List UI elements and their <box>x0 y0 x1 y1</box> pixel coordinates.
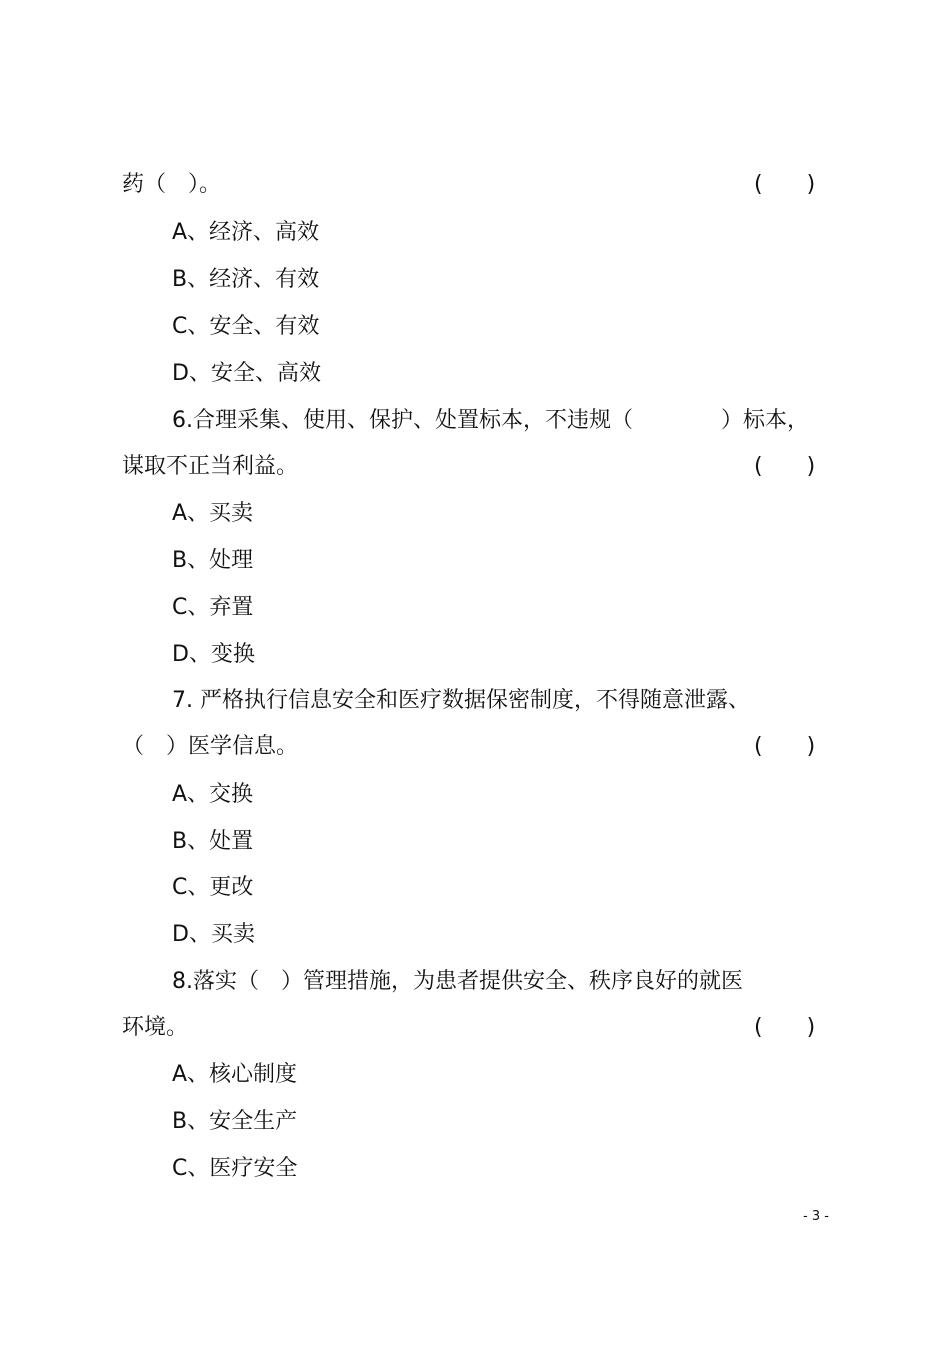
q8-option-c: C、医疗安全 <box>172 1156 298 1181</box>
question-8-text: 8.落实（ ）管理措施，为患者提供安全、秩序良好的就医 <box>172 969 743 994</box>
answer-bracket-q7: ( ) <box>754 734 816 759</box>
question-8-continuation: 环境。 <box>122 1015 189 1040</box>
question-5-continuation: 药（ ）。 <box>122 172 222 197</box>
q7-option-a: A、交换 <box>172 782 254 807</box>
q7-option-b: B、处置 <box>172 829 254 854</box>
question-6-continuation: 谋取不正当利益。 <box>122 454 299 479</box>
q5-option-d: D、安全、高效 <box>172 361 321 386</box>
q6-option-d: D、变换 <box>172 642 255 667</box>
q5-option-a: A、经济、高效 <box>172 220 320 245</box>
q7-option-c: C、更改 <box>172 875 254 900</box>
q7-option-d: D、买卖 <box>172 922 255 947</box>
page-number: - 3 - <box>803 1209 829 1224</box>
q6-option-a: A、买卖 <box>172 501 254 526</box>
q6-option-b: B、处理 <box>172 548 254 573</box>
answer-bracket-q8: ( ) <box>754 1015 816 1040</box>
question-7-text: 7. 严格执行信息安全和医疗数据保密制度，不得随意泄露、 <box>172 688 750 713</box>
q8-option-b: B、安全生产 <box>172 1109 298 1134</box>
q6-option-c: C、弃置 <box>172 595 254 620</box>
question-7-continuation: （ ）医学信息。 <box>122 734 299 759</box>
q5-option-c: C、安全、有效 <box>172 314 320 339</box>
answer-bracket-q6: ( ) <box>754 454 816 479</box>
answer-bracket-q5: ( ) <box>754 172 816 197</box>
q5-option-b: B、经济、有效 <box>172 267 320 292</box>
question-6-text: 6.合理采集、使用、保护、处置标本，不违规（ ）标本， <box>172 408 809 433</box>
q8-option-a: A、核心制度 <box>172 1062 298 1087</box>
